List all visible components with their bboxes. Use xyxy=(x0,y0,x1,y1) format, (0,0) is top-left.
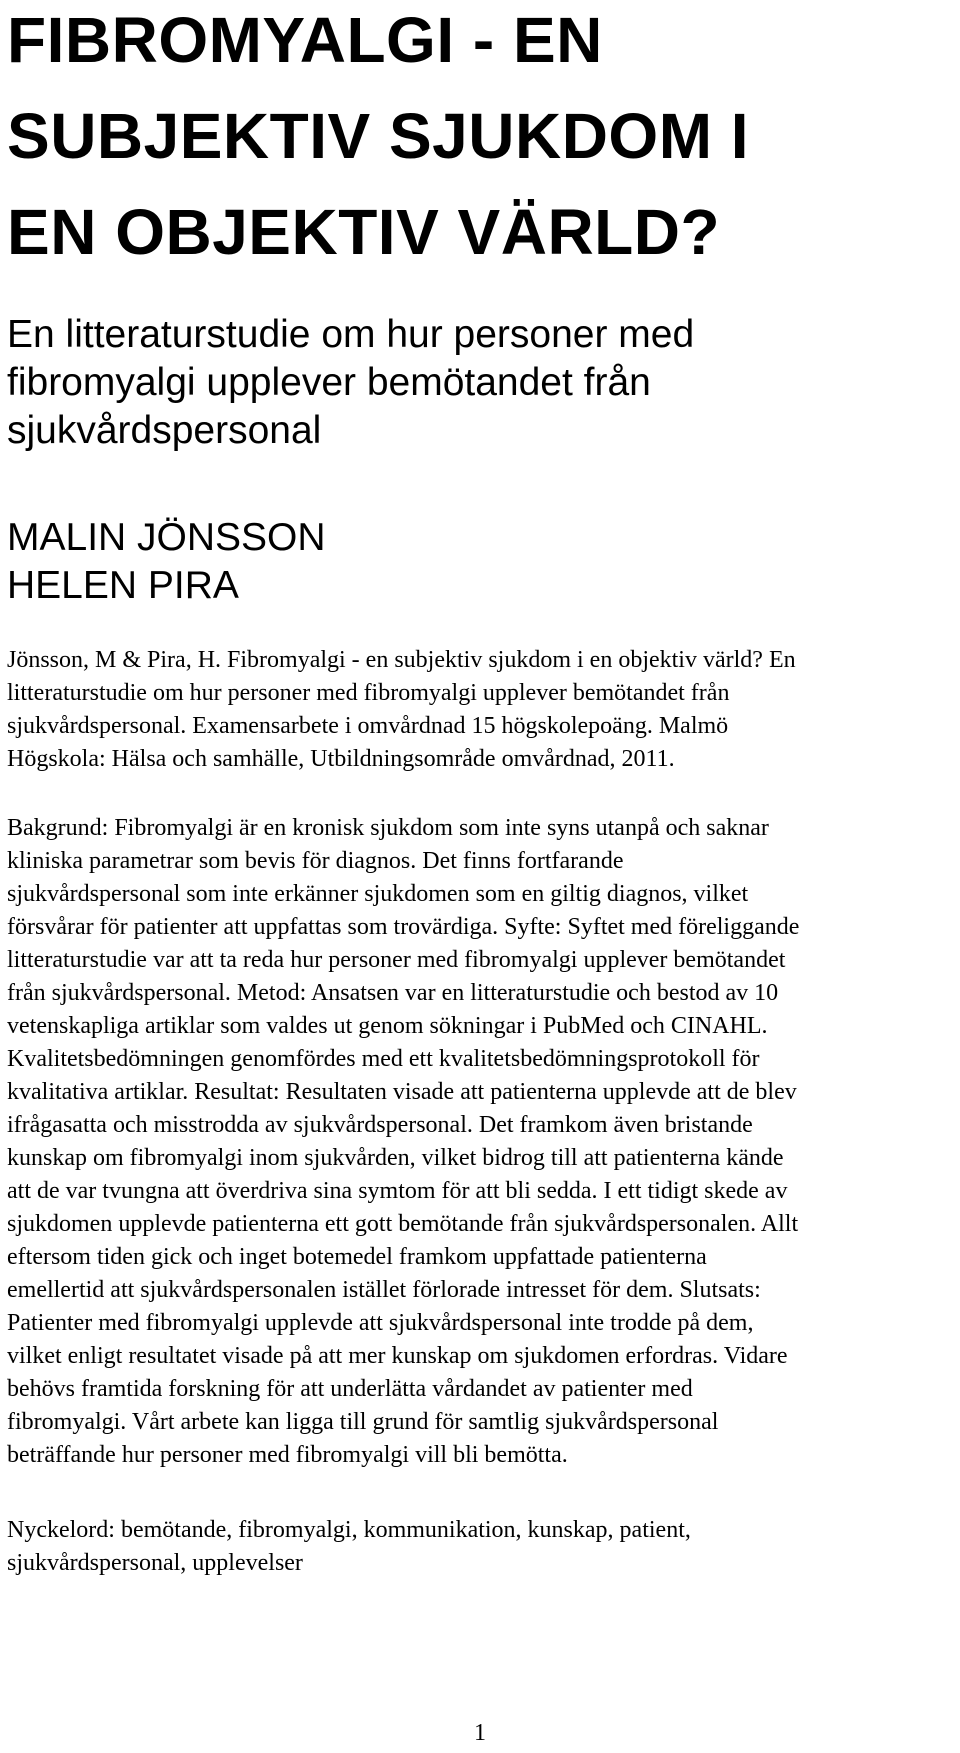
abstract-line: försvårar för patienter att uppfattas som trovärdiga. Syfte: Syftet med föreliggande xyxy=(7,914,800,940)
keywords-paragraph xyxy=(7,1514,953,1580)
document-title xyxy=(7,0,947,280)
citation-paragraph xyxy=(7,644,953,776)
abstract-line: vetenskapliga artiklar som valdes ut genom sökningar i PubMed och CINAHL. xyxy=(7,1013,768,1039)
abstract-line: behövs framtida forskning för att underlätta vårdandet av patienter med xyxy=(7,1376,693,1402)
abstract-line: kvalitativa artiklar. Resultat: Resultaten visade att patienterna upplevde att de blev xyxy=(7,1079,797,1105)
citation-line: Jönsson, M & Pira, H. Fibromyalgi - en subjektiv sjukdom i en objektiv värld? En xyxy=(7,647,796,673)
title-line: FIBROMYALGI - EN xyxy=(7,4,603,76)
abstract-line: från sjukvårdspersonal. Metod: Ansatsen var en litteraturstudie och bestod av 10 xyxy=(7,980,779,1006)
abstract-line: eftersom tiden gick och inget botemedel framkom uppfattade patienterna xyxy=(7,1244,707,1270)
author-list xyxy=(7,514,907,610)
abstract-line: ifrågasatta och misstrodda av sjukvårdspersonal. Det framkom även bristande xyxy=(7,1112,753,1138)
title-line: SUBJEKTIV SJUKDOM I xyxy=(7,100,750,172)
author-name: HELEN PIRA xyxy=(7,564,239,607)
subtitle-line: fibromyalgi upplever bemötandet från xyxy=(7,361,651,404)
abstract-line: Bakgrund: Fibromyalgi är en kronisk sjukdom som inte syns utanpå och saknar xyxy=(7,815,769,841)
abstract-line: att de var tvungna att överdriva sina symtom för att bli sedda. I ett tidigt skede av xyxy=(7,1178,788,1204)
citation-line: Högskola: Hälsa och samhälle, Utbildningsområde omvårdnad, 2011. xyxy=(7,746,675,772)
page-number: 1 xyxy=(474,1720,486,1746)
abstract-line: emellertid att sjukvårdspersonalen istället förlorade intresset för dem. Slutsats: xyxy=(7,1277,761,1303)
author-name: MALIN JÖNSSON xyxy=(7,516,326,559)
abstract-line: kliniska parametrar som bevis för diagnos. Det finns fortfarande xyxy=(7,848,624,874)
abstract-line: litteraturstudie var att ta reda hur personer med fibromyalgi upplever bemötandet xyxy=(7,947,786,973)
abstract-paragraph xyxy=(7,812,953,1472)
abstract-line: Patienter med fibromyalgi upplevde att sjukvårdspersonal inte trodde på dem, xyxy=(7,1310,754,1336)
keywords-line: sjukvårdspersonal, upplevelser xyxy=(7,1550,303,1576)
subtitle-line: En litteraturstudie om hur personer med xyxy=(7,313,695,356)
abstract-line: beträffande hur personer med fibromyalgi vill bli bemötta. xyxy=(7,1442,568,1468)
abstract-line: fibromyalgi. Vårt arbete kan ligga till grund för samtlig sjukvårdspersonal xyxy=(7,1409,719,1435)
subtitle-line: sjukvårdspersonal xyxy=(7,409,322,452)
keywords-line: Nyckelord: bemötande, fibromyalgi, kommunikation, kunskap, patient, xyxy=(7,1517,691,1543)
citation-line: litteraturstudie om hur personer med fibromyalgi upplever bemötandet från xyxy=(7,680,730,706)
abstract-line: kunskap om fibromyalgi inom sjukvården, vilket bidrog till att patienterna kände xyxy=(7,1145,784,1171)
abstract-line: sjukvårdspersonal som inte erkänner sjukdomen som en giltig diagnos, vilket xyxy=(7,881,749,907)
abstract-line: vilket enligt resultatet visade på att mer kunskap om sjukdomen erfordras. Vidare xyxy=(7,1343,788,1369)
document-subtitle xyxy=(7,311,907,455)
abstract-line: sjukdomen upplevde patienterna ett gott bemötande från sjukvårdspersonalen. Allt xyxy=(7,1211,799,1237)
citation-line: sjukvårdspersonal. Examensarbete i omvårdnad 15 högskolepoäng. Malmö xyxy=(7,713,729,739)
title-line: EN OBJEKTIV VÄRLD? xyxy=(7,196,721,268)
abstract-line: Kvalitetsbedömningen genomfördes med ett kvalitetsbedömningsprotokoll för xyxy=(7,1046,760,1072)
